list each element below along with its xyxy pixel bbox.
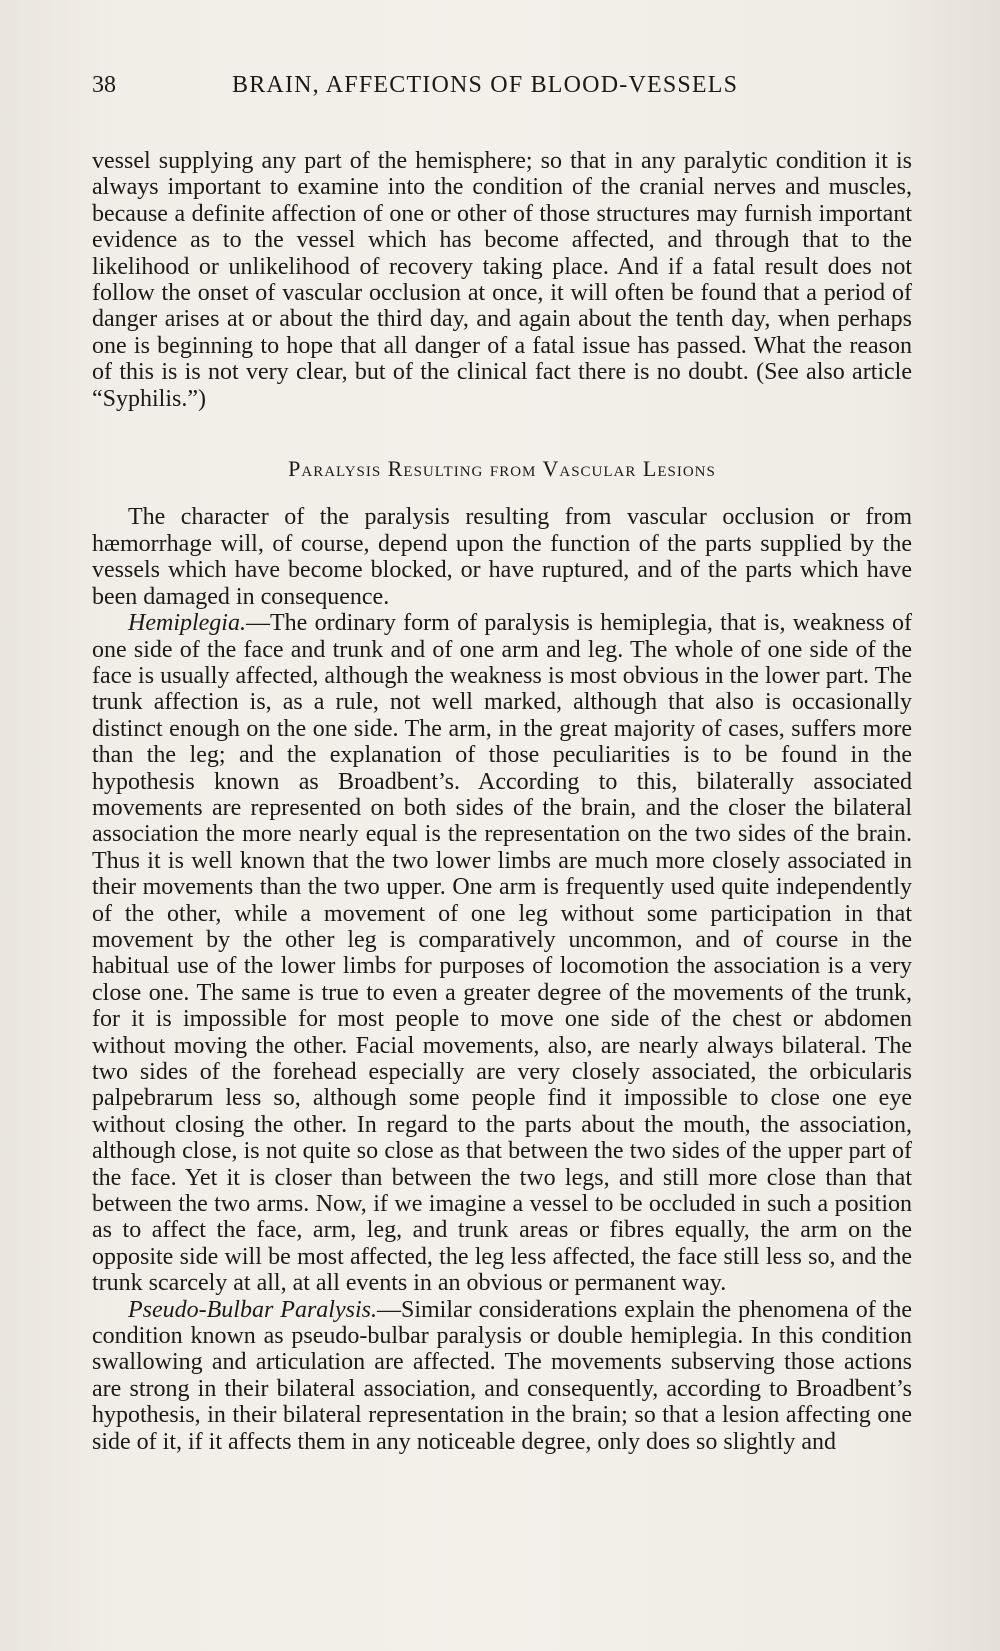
paragraph-continuation: vessel supplying any part of the hemisphere; so that in any paralytic condition it is always important to examine into the condition of the cranial nerves and muscles, because a definite affection of one or other of those structures may furnish important evidence as to the vessel which has become affected, and through that to the likelihood or unlikelihood of recovery taking place. And if a fatal result does not follow the onset of vascular occlusion at once, it will often be found that a period of danger arises at or about the third day, and again about the tenth day, when perhaps one is beginning to hope that all danger of a fatal issue has passed. What the reason of this is is not very clear, but of the clinical fact there is no doubt. (See also article “Syphilis.”) [92,148,912,412]
page-number: 38 [92,72,116,98]
section-heading: Paralysis Resulting from Vascular Lesions [288,456,716,482]
paragraph-intro: The character of the paralysis resulting from vascular occlusion or from hæmorrhage will, of course, depend upon the function of the parts supplied by the vessels which have become blocked, or have ruptured, and of the parts which have been damaged in consequence. [92,504,912,610]
pseudo-bulbar-text: —Similar considerations explain the phenomena of the condition known as pseudo-bulbar paralysis or double hemiplegia. In this condition swallowing and articulation are affected. The movements subserving those actions are strong in their bilateral association, and consequently, according to Broadbent’s hypothesis, in their bilateral representation in the brain; so that a lesion affecting one side of it, if it affects them in any noticeable degree, only does so slightly and [92,1296,913,1455]
body-text [92,148,912,1455]
paragraph-pseudo-bulbar [92,1297,912,1455]
pseudo-bulbar-lead: Pseudo-Bulbar Paralysis. [128,1296,377,1323]
page-header [92,72,912,114]
hemiplegia-text: —The ordinary form of paralysis is hemiplegia, that is, weakness of one side of the face and trunk and of one arm and leg. The whole of one side of the face is usually affected, although the weakness is most obvious in the lower part. The trunk affection is, as a rule, not well marked, although that also is occasionally distinct enough on the one side. The arm, in the great majority of cases, suffers more than the leg; and the explanation of those peculiarities is to be found in the hypothesis known as Broadbent’s. According to this, bilaterally associated movements are represented on both sides of the brain, and the closer the bilateral association the more nearly equal is the representation on the two sides of the brain. Thus it is well known that the two lower limbs are much more closely associated in their movements than the two upper. One arm is frequently used quite independently of the other, while a movement of one leg without some participation in that movement by the other leg is comparatively uncommon, and of course in the habitual use of the lower limbs for purposes of locomotion the association is a very close one. The same is true to even a greater degree of the movements of the trunk, for it is impossible for most people to move one side of the chest or abdomen without moving the other. Facial movements, also, are nearly always bilateral. The two sides of the forehead especially are very closely associated, the orbicularis palpebrarum less so, although some people find it impossible to close one eye without closing the other. In regard to the parts about the mouth, the association, although close, is not quite so close as that between the two sides of the upper part of the face. Yet it is closer than between the two legs, and still more close than that between the two arms. Now, if we imagine a vessel to be occluded in such a position as to affect the face, arm, leg, and trunk areas or fibres equally, the arm on the opposite side will be most affected, the leg less affected, the face still less so, and the trunk scarcely at all, at all events in an obvious or permanent way. [92,610,912,1297]
hemiplegia-lead: Hemiplegia. [128,610,246,637]
running-head: BRAIN, AFFECTIONS OF BLOOD-VESSELS [232,72,739,98]
paragraph-hemiplegia [92,610,912,1297]
